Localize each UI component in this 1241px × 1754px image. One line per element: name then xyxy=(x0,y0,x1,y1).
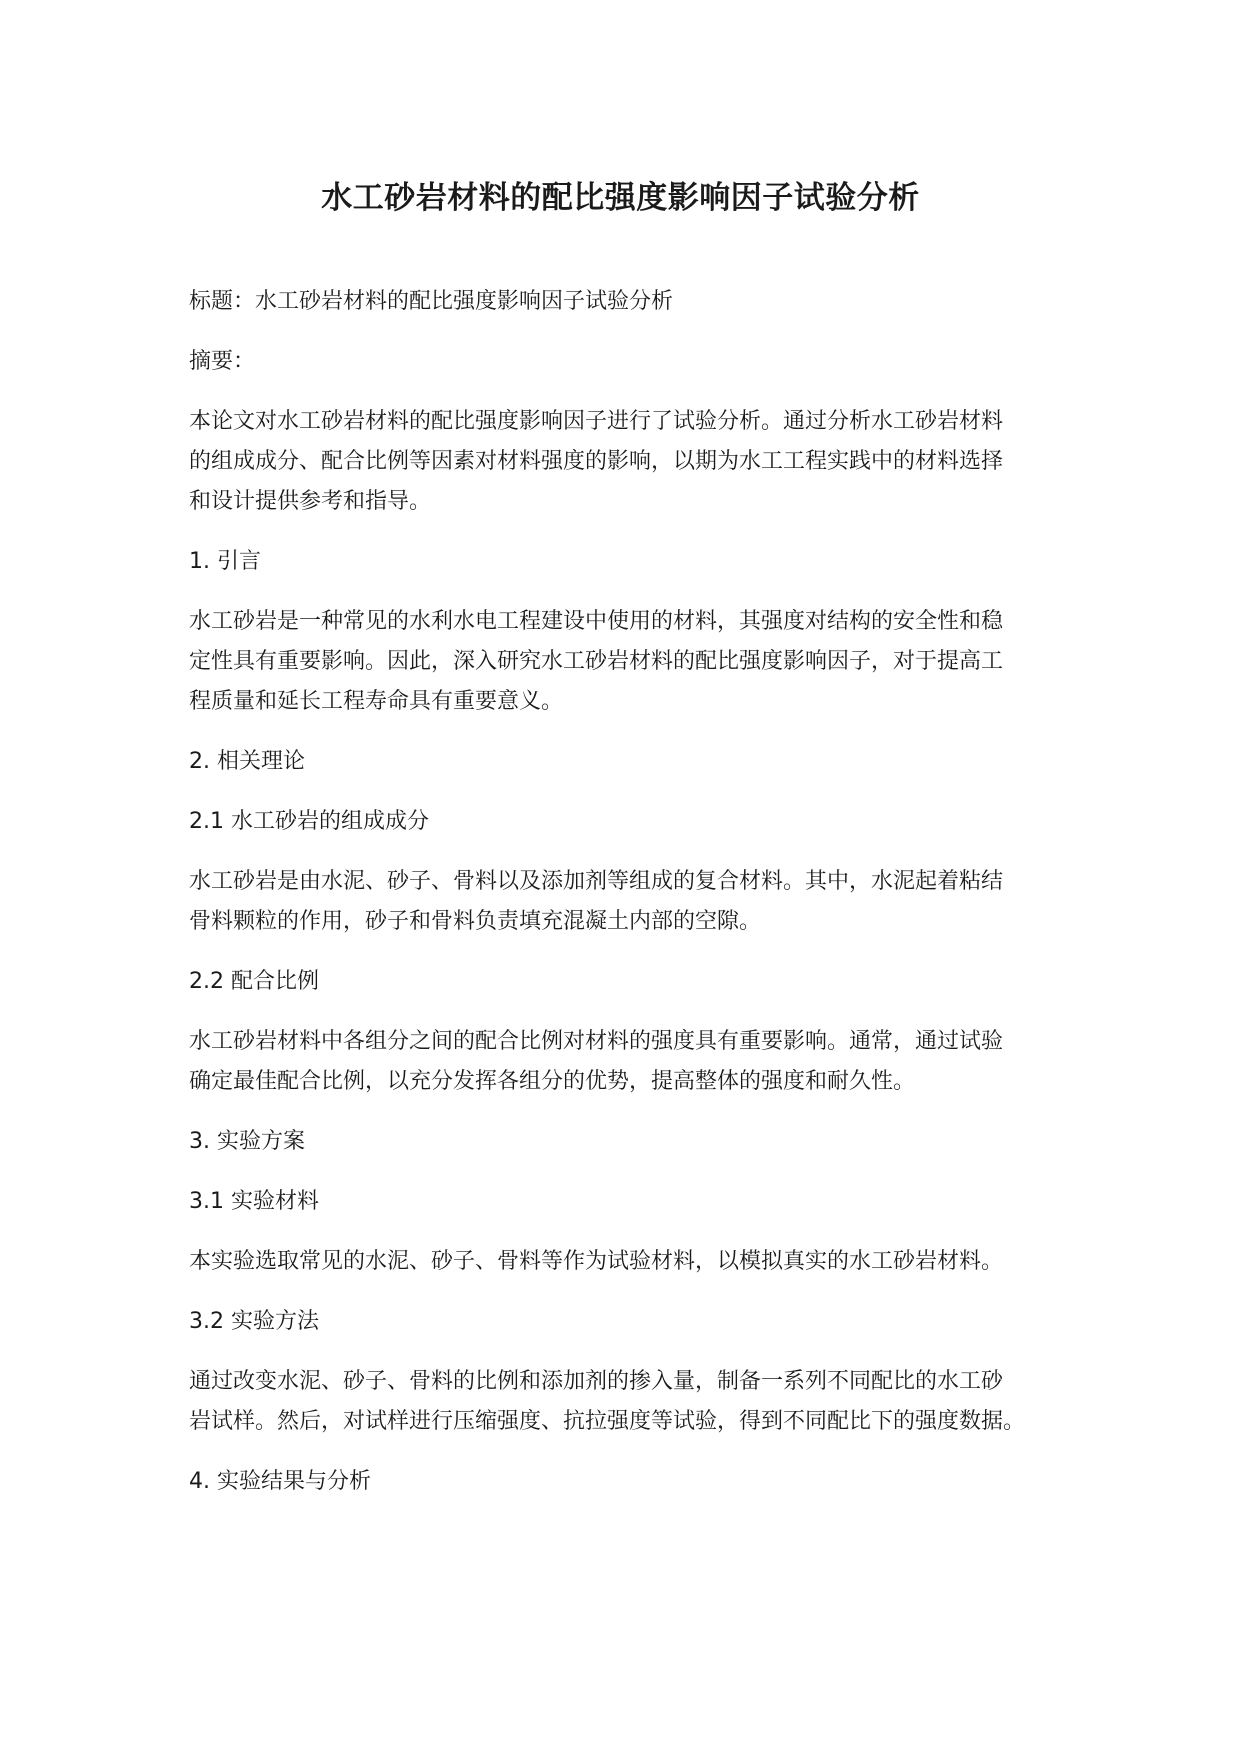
subsection-heading-mix-ratio: 2.2 配合比例 xyxy=(189,969,319,994)
subsection-heading-materials: 3.1 实验材料 xyxy=(189,1189,319,1214)
materials-paragraph xyxy=(189,1242,1059,1282)
title-line: 标题：水工砂岩材料的配比强度影响因子试验分析 xyxy=(189,289,674,314)
paragraph-line: 水工砂岩是一种常见的水利水电工程建设中使用的材料，其强度对结构的安全性和稳 xyxy=(189,609,1004,634)
subsection-heading-methods: 3.2 实验方法 xyxy=(189,1309,319,1334)
section-heading-introduction: 1. 引言 xyxy=(189,549,261,574)
paragraph-line: 定性具有重要影响。因此，深入研究水工砂岩材料的配比强度影响因子，对于提高工 xyxy=(189,649,1004,674)
document-body xyxy=(189,282,1059,1522)
paragraph-line: 和设计提供参考和指导。 xyxy=(189,489,432,514)
section-heading-results: 4. 实验结果与分析 xyxy=(189,1469,371,1494)
abstract-paragraph xyxy=(189,402,1059,522)
paragraph-line: 岩试样。然后，对试样进行压缩强度、抗拉强度等试验，得到不同配比下的强度数据。 xyxy=(189,1409,1026,1434)
paragraph-line: 确定最佳配合比例，以充分发挥各组分的优势，提高整体的强度和耐久性。 xyxy=(189,1069,916,1094)
paragraph-line: 本论文对水工砂岩材料的配比强度影响因子进行了试验分析。通过分析水工砂岩材料 xyxy=(189,409,1004,434)
paragraph-line: 通过改变水泥、砂子、骨料的比例和添加剂的掺入量，制备一系列不同配比的水工砂 xyxy=(189,1369,1004,1394)
composition-paragraph xyxy=(189,862,1059,942)
section-heading-theory: 2. 相关理论 xyxy=(189,749,305,774)
paragraph-line: 水工砂岩是由水泥、砂子、骨料以及添加剂等组成的复合材料。其中，水泥起着粘结 xyxy=(189,869,1004,894)
paragraph-line: 水工砂岩材料中各组分之间的配合比例对材料的强度具有重要影响。通常，通过试验 xyxy=(189,1029,1004,1054)
mix-ratio-paragraph xyxy=(189,1022,1059,1102)
paragraph-line: 的组成成分、配合比例等因素对材料强度的影响，以期为水工工程实践中的材料选择 xyxy=(189,449,1004,474)
introduction-paragraph xyxy=(189,602,1059,722)
paragraph-line: 程质量和延长工程寿命具有重要意义。 xyxy=(189,689,564,714)
paragraph-line: 骨料颗粒的作用，砂子和骨料负责填充混凝土内部的空隙。 xyxy=(189,909,762,934)
paragraph-line: 本实验选取常见的水泥、砂子、骨料等作为试验材料，以模拟真实的水工砂岩材料。 xyxy=(189,1249,1004,1274)
section-heading-experiment-plan: 3. 实验方案 xyxy=(189,1129,305,1154)
subsection-heading-composition: 2.1 水工砂岩的组成成分 xyxy=(189,809,429,834)
document-title: 水工砂岩材料的配比强度影响因子试验分析 xyxy=(321,180,920,216)
abstract-heading: 摘要： xyxy=(189,349,256,374)
methods-paragraph xyxy=(189,1362,1059,1442)
